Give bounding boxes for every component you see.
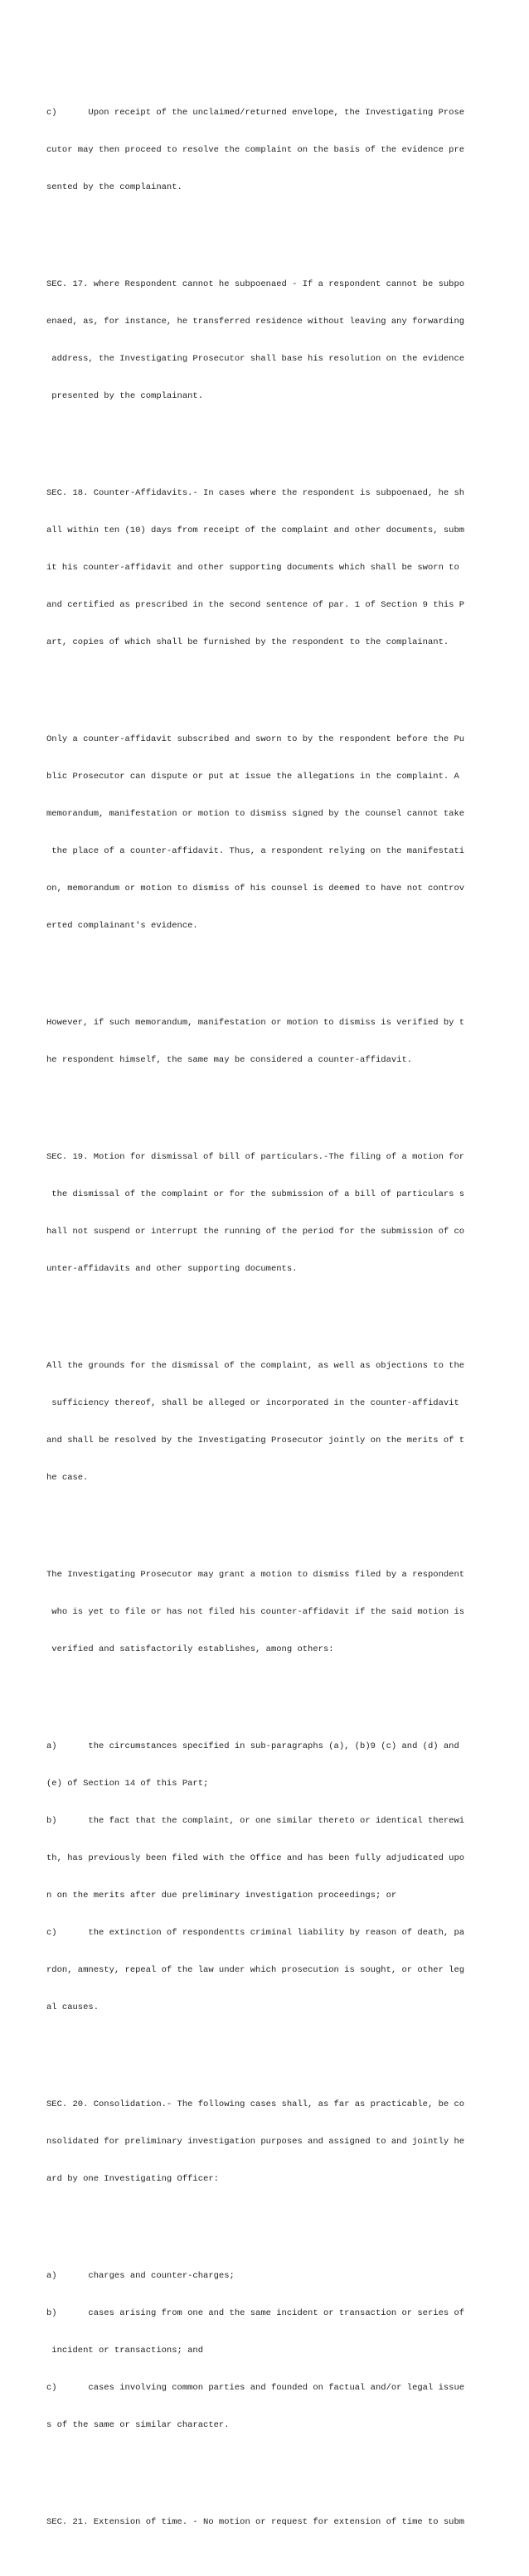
text-line: the dismissal of the complaint or for the submission of a bill of particulars s xyxy=(46,1189,465,1199)
paragraph-motion-to-dismiss xyxy=(46,1544,478,1681)
list-item: b) cases arising from one and the same incident or transaction or series of xyxy=(46,2308,465,2318)
paragraph-sec-19 xyxy=(46,1126,478,1300)
text-line: nsolidated for preliminary investigation purposes and assigned to and jointly he xyxy=(46,2137,465,2147)
paragraph-list-grounds xyxy=(46,1716,478,2039)
text-line: sufficiency thereof, shall be alleged or incorporated in the counter-affidavit xyxy=(46,1398,459,1408)
text-line: who is yet to file or has not filed his counter-affidavit if the said motion is xyxy=(46,1607,465,1617)
text-line: sented by the complainant. xyxy=(46,182,182,192)
text-line: hall not suspend or interrupt the running of the period for the submission of co xyxy=(46,1227,465,1237)
text-line: blic Prosecutor can dispute or put at issue the allegations in the complaint. A xyxy=(46,772,459,782)
paragraph-sec-17 xyxy=(46,254,478,428)
text-line: However, if such memorandum, manifestation or motion to dismiss is verified by t xyxy=(46,1018,465,1028)
text-line: c) Upon receipt of the unclaimed/returned envelope, the Investigating Prose xyxy=(46,108,465,118)
text-line: al causes. xyxy=(46,2002,99,2012)
text-line: n on the merits after due preliminary investigation proceedings; or xyxy=(46,1891,397,1901)
list-item: b) the fact that the complaint, or one similar thereto or identical therewi xyxy=(46,1816,465,1826)
paragraph-list-consolidation xyxy=(46,2245,478,2457)
text-line: he case. xyxy=(46,1473,89,1483)
text-line: ard by one Investigating Officer: xyxy=(46,2174,219,2184)
text-line: and shall be resolved by the Investigating Prosecutor jointly on the merits of t xyxy=(46,1436,465,1445)
text-line: on, memorandum or motion to dismiss of his counsel is deemed to have not controv xyxy=(46,884,465,893)
text-line: the place of a counter-affidavit. Thus, a respondent relying on the manifestati xyxy=(46,846,465,856)
text-line: unter-affidavits and other supporting documents. xyxy=(46,1264,298,1274)
list-item: c) cases involving common parties and founded on factual and/or legal issue xyxy=(46,2383,465,2393)
text-line: s of the same or similar character. xyxy=(46,2420,230,2430)
paragraph-counter-affidavit xyxy=(46,709,478,957)
document-page xyxy=(46,57,478,2576)
text-line: th, has previously been filed with the Office and has been fully adjudicated upo xyxy=(46,1853,465,1863)
text-line: incident or transactions; and xyxy=(46,2346,204,2356)
text-line: he respondent himself, the same may be considered a counter-affidavit. xyxy=(46,1055,413,1065)
paragraph-sec-18 xyxy=(46,462,478,674)
list-item: c) the extinction of respondentts criminal liability by reason of death, pa xyxy=(46,1928,465,1938)
paragraph-sec-20 xyxy=(46,2074,478,2210)
text-line: SEC. 17. where Respondent cannot he subpoenaed - If a respondent cannot be subpo xyxy=(46,279,465,289)
text-line: cutor may then proceed to resolve the complaint on the basis of the evidence pre xyxy=(46,145,465,155)
text-line: erted complainant's evidence. xyxy=(46,921,198,931)
text-line: Only a counter-affidavit subscribed and sworn to by the respondent before the Pu xyxy=(46,734,465,744)
text-line: and certified as prescribed in the second sentence of par. 1 of Section 9 this P xyxy=(46,600,465,610)
text-line: enaed, as, for instance, he transferred residence without leaving any forwarding xyxy=(46,317,465,327)
list-item: a) charges and counter-charges; xyxy=(46,2271,235,2281)
text-line: all within ten (10) days from receipt of the complaint and other documents, subm xyxy=(46,525,465,535)
text-line: verified and satisfactorily establishes, among others: xyxy=(46,1644,334,1654)
list-item: a) the circumstances specified in sub-paragraphs (a), (b)9 (c) and (d) and xyxy=(46,1741,459,1751)
text-line: (e) of Section 14 of this Part; xyxy=(46,1779,209,1789)
text-line: SEC. 19. Motion for dismissal of bill of particulars.-The filing of a motion for xyxy=(46,1152,465,1162)
paragraph-sec-21 xyxy=(46,2491,478,2554)
text-line: The Investigating Prosecutor may grant a motion to dismiss filed by a respondent xyxy=(46,1570,465,1580)
text-line: rdon, amnesty, repeal of the law under which prosecution is sought, or other leg xyxy=(46,1965,465,1975)
text-line: SEC. 18. Counter-Affidavits.- In cases where the respondent is subpoenaed, he sh xyxy=(46,488,465,498)
text-line: it his counter-affidavit and other supporting documents which shall be sworn to xyxy=(46,563,459,573)
text-line: All the grounds for the dismissal of the complaint, as well as objections to the xyxy=(46,1361,465,1371)
text-line: SEC. 20. Consolidation.- The following cases shall, as far as practicable, be co xyxy=(46,2099,465,2109)
text-line: address, the Investigating Prosecutor shall base his resolution on the evidence xyxy=(46,354,465,364)
paragraph-grounds xyxy=(46,1335,478,1509)
paragraph-1 xyxy=(46,82,478,219)
text-line: presented by the complainant. xyxy=(46,391,204,401)
paragraph-however xyxy=(46,992,478,1092)
text-line: memorandum, manifestation or motion to dismiss signed by the counsel cannot take xyxy=(46,809,465,819)
text-line: SEC. 21. Extension of time. - No motion or request for extension of time to subm xyxy=(46,2517,465,2527)
text-line: art, copies of which shall be furnished by the respondent to the complainant. xyxy=(46,637,449,647)
